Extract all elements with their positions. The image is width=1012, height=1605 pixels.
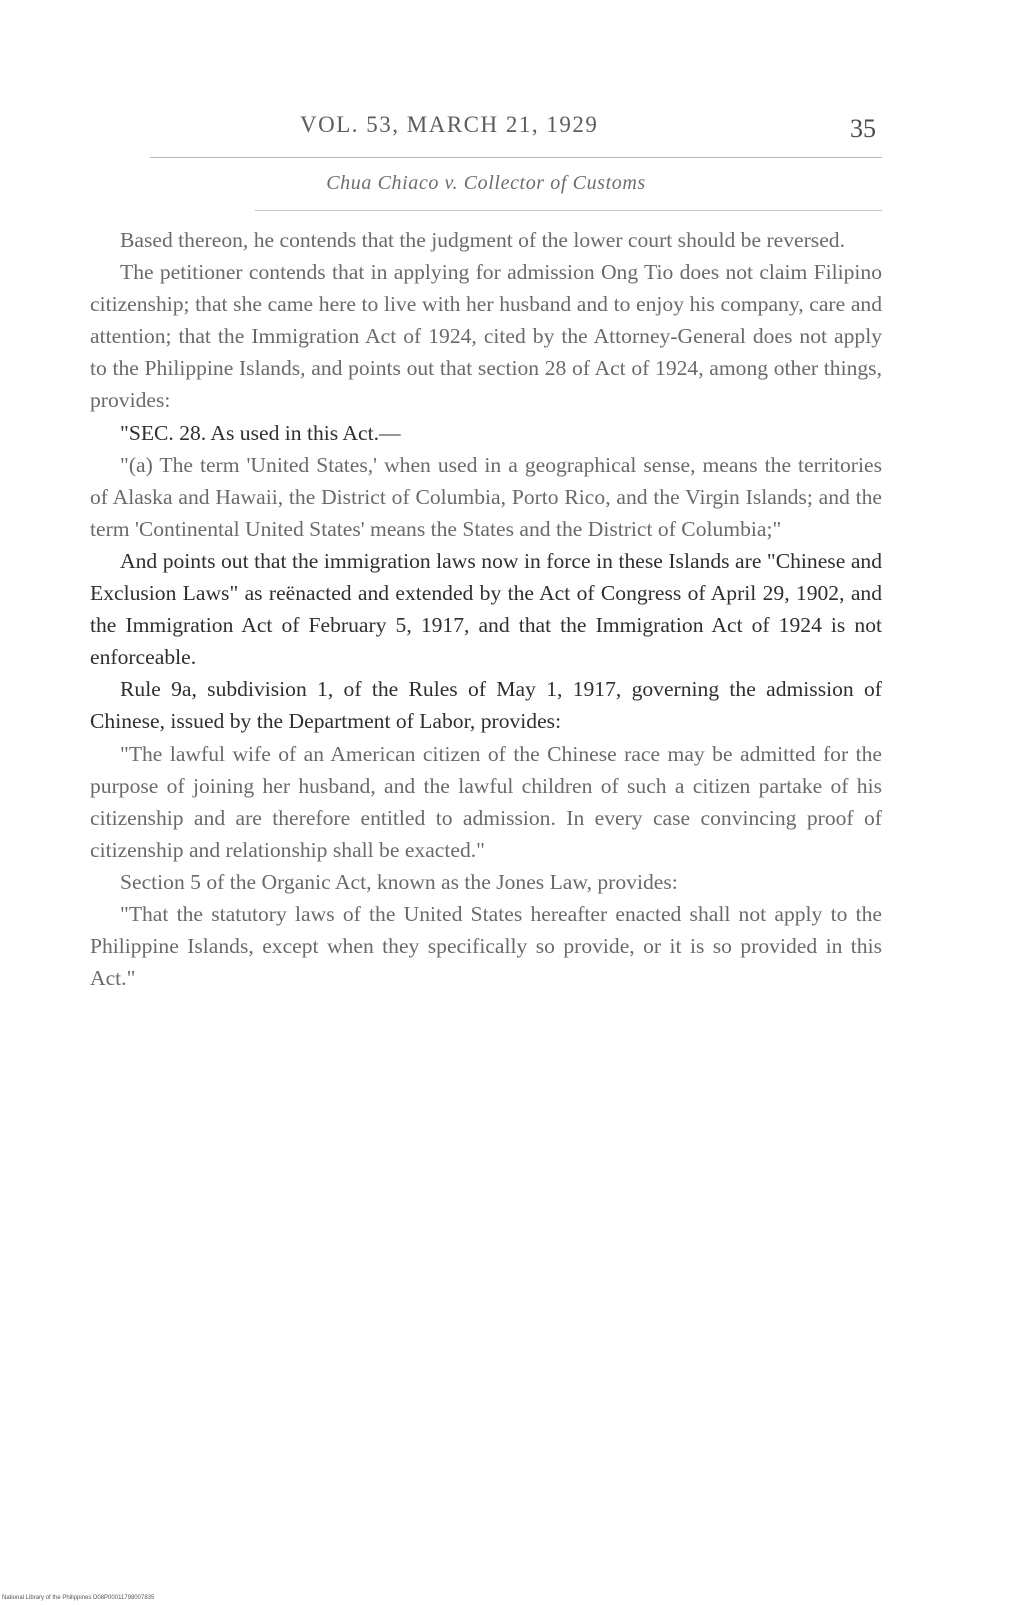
volume-date-heading: VOL. 53, MARCH 21, 1929	[300, 112, 599, 137]
case-title-rule	[255, 210, 882, 211]
paragraph: Section 5 of the Organic Act, known as the Jones Law, provides:	[120, 869, 678, 894]
footer-watermark: National Library of the Philippines D08P00011798007835	[2, 1595, 155, 1601]
page-number: 35	[850, 114, 876, 143]
paragraph: "(a) The term 'United States,' when used in a geographical sense, means the territories of Alaska and Hawaii, the District of Columbia, Porto Rico, and the Virgin Islands; and the term 'Continental United States' means the States and the District of Columbia;"	[90, 452, 882, 541]
case-title: Chua Chiaco v. Collector of Customs	[326, 172, 646, 194]
paragraph: Based thereon, he contends that the judgment of the lower court should be reversed.	[120, 228, 845, 252]
paragraph: "The lawful wife of an American citizen of the Chinese race may be admitted for the purpose of joining her husband, and the lawful children of such a citizen partake of his citizenship and are therefore entitled to admission. In every case convincing proof of citizenship and relationship shall be exacted."	[90, 741, 882, 862]
paragraph: And points out that the immigration laws now in force in these Islands are "Chinese and Exclusion Laws" as reënacted and extended by the Act of Congress of April 29, 1902, and the Immigration Act of February 5, 1917, and that the Immigration Act of 1924 is not enforceable.	[90, 548, 882, 670]
paragraph: "That the statutory laws of the United States hereafter enacted shall not apply to the Philippine Islands, except when they specifically so provide, or it is so provided in this Act."	[90, 901, 882, 991]
body-text	[90, 224, 882, 994]
page-header	[90, 112, 882, 152]
header-rule	[150, 157, 882, 158]
paragraph: Rule 9a, subdivision 1, of the Rules of May 1, 1917, governing the admission of Chinese, issued by the Department of Labor, provides:	[90, 677, 882, 734]
paragraph: "SEC. 28. As used in this Act.—	[120, 420, 401, 445]
paragraph: The petitioner contends that in applying for admission Ong Tio does not claim Filipino citizenship; that she came here to live with her husband and to enjoy his company, care and attention; that the Immigration Act of 1924, cited by the Attorney-General does not apply to the Philippine Islands, and points out that section 28 of Act of 1924, among other things, provides:	[90, 260, 882, 413]
